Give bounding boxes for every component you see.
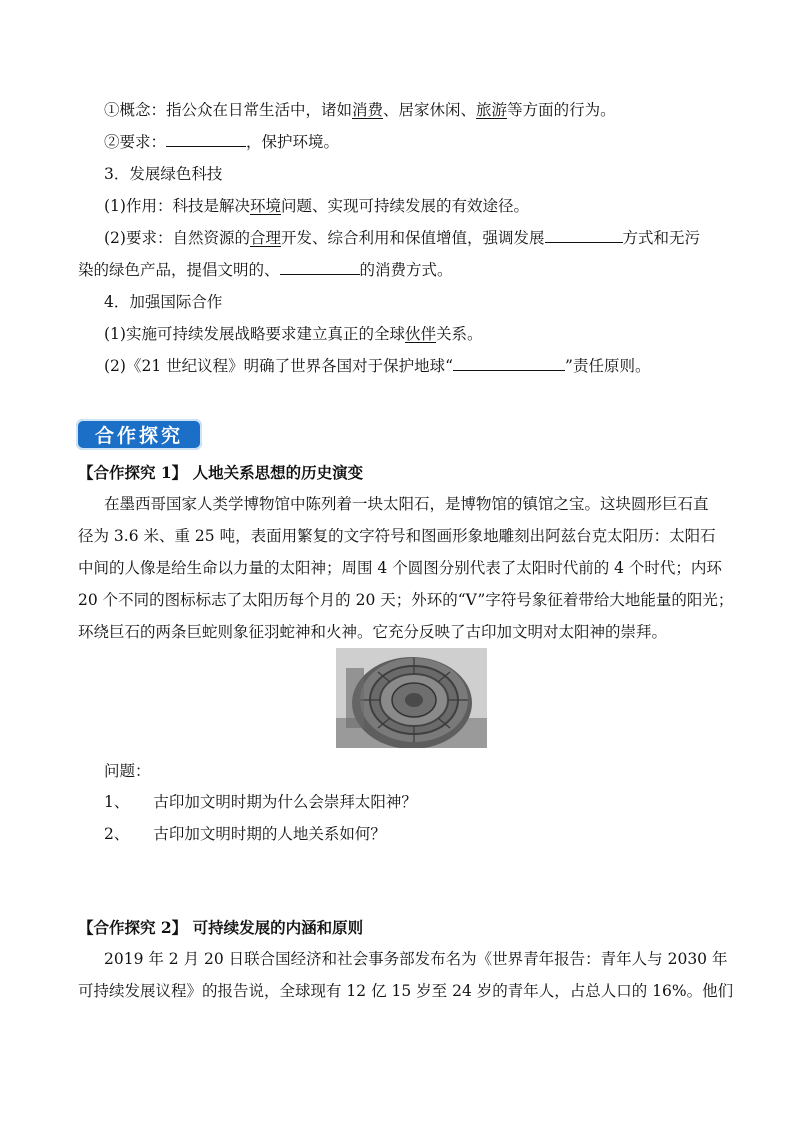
question-2 bbox=[104, 824, 386, 844]
role-line: (1)作用：科技是解决环境问题、实现可持续发展的有效途径。 bbox=[104, 197, 529, 215]
link-travel[interactable]: 旅游 bbox=[476, 101, 508, 119]
cooperative-inquiry-banner: 合作探究 bbox=[76, 419, 202, 450]
question-1-number: 1、 bbox=[104, 793, 130, 811]
sun-stone-image bbox=[336, 648, 487, 748]
inquiry-1-para-line-3: 中间的人像是给生命以力量的太阳神；周围 4 个圆图分别代表了太阳时代前的 4 个时代；内环 bbox=[78, 559, 722, 577]
sun-stone-drawing bbox=[336, 648, 487, 748]
concept-line: ①概念：指公众在日常生活中，诸如消费、居家休闲、旅游等方面的行为。 bbox=[104, 101, 616, 119]
item-3-heading: 3．发展绿色科技 bbox=[104, 165, 223, 183]
link-environment[interactable]: 环境 bbox=[249, 197, 281, 215]
inquiry-2-para-line-1: 2019 年 2 月 20 日联合国经济和社会事务部发布名为《世界青年报告：青年人与 2030 年 bbox=[104, 950, 728, 968]
question-label: 问题： bbox=[104, 762, 151, 780]
question-2-number: 2、 bbox=[104, 825, 130, 843]
blank-2[interactable] bbox=[545, 228, 623, 243]
inquiry-1-title: 【合作探究 1】 人地关系思想的历史演变 bbox=[78, 463, 364, 482]
inquiry-2-para-line-2: 可持续发展议程》的报告说，全球现有 12 亿 15 岁至 24 岁的青年人，占总人口的 16%。他们 bbox=[78, 982, 734, 1000]
link-partner[interactable]: 伙伴 bbox=[404, 325, 436, 343]
inquiry-1-para-line-5: 环绕巨石的两条巨蛇则象征羽蛇神和火神。它充分反映了古印加文明对太阳神的崇拜。 bbox=[78, 623, 668, 641]
question-2-text: 古印加文明时期的人地关系如何？ bbox=[153, 825, 386, 843]
cooperation1-line: (1)实施可持续发展战略要求建立真正的全球伙伴关系。 bbox=[104, 325, 483, 343]
requirement-line: ②要求： ，保护环境。 bbox=[104, 133, 340, 151]
item-4-heading: 4．加强国际合作 bbox=[104, 293, 223, 311]
question-1-text: 古印加文明时期为什么会崇拜太阳神？ bbox=[153, 793, 417, 811]
requirement2-line-2: 染的绿色产品，提倡文明的、 的消费方式。 bbox=[78, 261, 453, 279]
blank-1[interactable] bbox=[166, 132, 246, 147]
blank-4[interactable] bbox=[453, 356, 565, 371]
inquiry-2-title: 【合作探究 2】 可持续发展的内涵和原则 bbox=[78, 918, 364, 937]
link-reasonable[interactable]: 合理 bbox=[249, 229, 281, 247]
inquiry-1-para-line-4: 20 个不同的图标标志了太阳历每个月的 20 天；外环的“V”字符号象征着带给大地能量的阳光； bbox=[78, 591, 734, 609]
inquiry-1-para-line-1: 在墨西哥国家人类学博物馆中陈列着一块太阳石，是博物馆的镇馆之宝。这块圆形巨石直 bbox=[104, 495, 709, 513]
question-1 bbox=[104, 792, 417, 812]
requirement2-line: (2)要求：自然资源的合理开发、综合利用和保值增值，强调发展 方式和无污 bbox=[104, 229, 701, 247]
inquiry-1-para-line-2: 径为 3.6 米、重 25 吨，表面用繁复的文字符号和图画形象地雕刻出阿兹台克太阳历：太阳石 bbox=[78, 527, 716, 545]
blank-3[interactable] bbox=[280, 260, 360, 275]
link-consume[interactable]: 消费 bbox=[352, 101, 384, 119]
cooperation2-line: (2)《21 世纪议程》明确了世界各国对于保护地球“ ”责任原则。 bbox=[104, 357, 651, 375]
